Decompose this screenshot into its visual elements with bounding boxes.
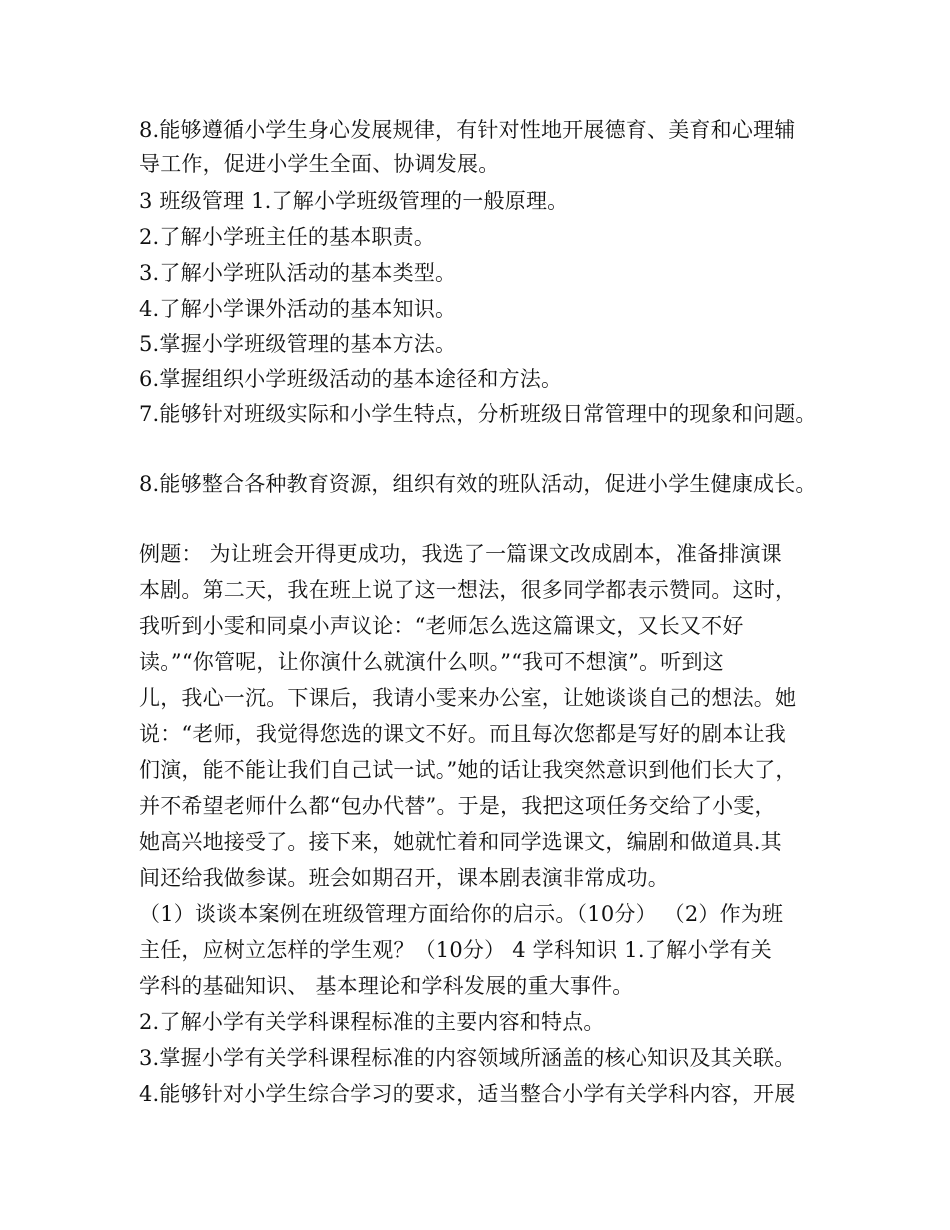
text-line: 6.掌握组织小学班级活动的基本途径和方法。 xyxy=(139,367,563,391)
text-line: 她高兴地接受了。接下来，她就忙着和同学选课文，编剧和做道具.其 xyxy=(139,830,782,854)
text-line: 们演，能不能让我们自己试一试。”她的话让我突然意识到他们长大了， xyxy=(139,758,797,782)
text-line: 本剧。第二天，我在班上说了这一想法，很多同学都表示赞同。这时， xyxy=(139,578,797,602)
text-line: 学科的基础知识、 基本理论和学科发展的重大事件。 xyxy=(139,974,634,998)
text-line: 并不希望老师什么都“包办代替”。于是，我把这项任务交给了小雯， xyxy=(139,794,776,818)
text-line: 8.能够遵循小学生身心发展规律，有针对性地开展德育、美育和心理辅 xyxy=(139,118,796,142)
text-line: 3 班级管理 1.了解小学班级管理的一般原理。 xyxy=(139,189,569,213)
text-line: 5.掌握小学班级管理的基本方法。 xyxy=(139,332,457,356)
text-line: 2.了解小学有关学科课程标准的主要内容和特点。 xyxy=(139,1010,605,1034)
text-line: 7.能够针对班级实际和小学生特点，分析班级日常管理中的现象和问题。 xyxy=(139,402,817,426)
text-line: 4.了解小学课外活动的基本知识。 xyxy=(139,297,457,321)
text-line: 我听到小雯和同桌小声议论：“老师怎么选这篇课文，又长又不好 xyxy=(139,614,744,638)
text-line: 4.能够针对小学生综合学习的要求，适当整合小学有关学科内容，开展 xyxy=(139,1082,796,1106)
text-line: 主任，应树立怎样的学生观？（10分） 4 学科知识 1.了解小学有关 xyxy=(139,938,772,962)
text-line: 间还给我做参谋。班会如期召开，课本剧表演非常成功。 xyxy=(139,866,669,890)
text-line: 导工作，促进小学生全面、协调发展。 xyxy=(139,152,500,176)
text-line: （1）谈谈本案例在班级管理方面给你的启示。（10分） （2）作为班 xyxy=(139,902,784,926)
text-line: 读。”“你管呢，让你演什么就演什么呗。”“我可不想演”。听到这 xyxy=(139,650,724,674)
text-line: 例题： 为让班会开得更成功，我选了一篇课文改成剧本，准备排演课 xyxy=(139,542,782,566)
text-line: 8.能够整合各种教育资源，组织有效的班队活动，促进小学生健康成长。 xyxy=(139,472,817,496)
text-line: 儿，我心一沉。下课后，我请小雯来办公室，让她谈谈自己的想法。她 xyxy=(139,686,797,710)
text-line: 说：“老师，我觉得您选的课文不好。而且每次您都是写好的剧本让我 xyxy=(139,722,786,746)
text-line: 3.了解小学班队活动的基本类型。 xyxy=(139,261,457,285)
text-line: 2.了解小学班主任的基本职责。 xyxy=(139,225,436,249)
text-line: 3.掌握小学有关学科课程标准的内容领域所涵盖的核心知识及其关联。 xyxy=(139,1046,796,1070)
